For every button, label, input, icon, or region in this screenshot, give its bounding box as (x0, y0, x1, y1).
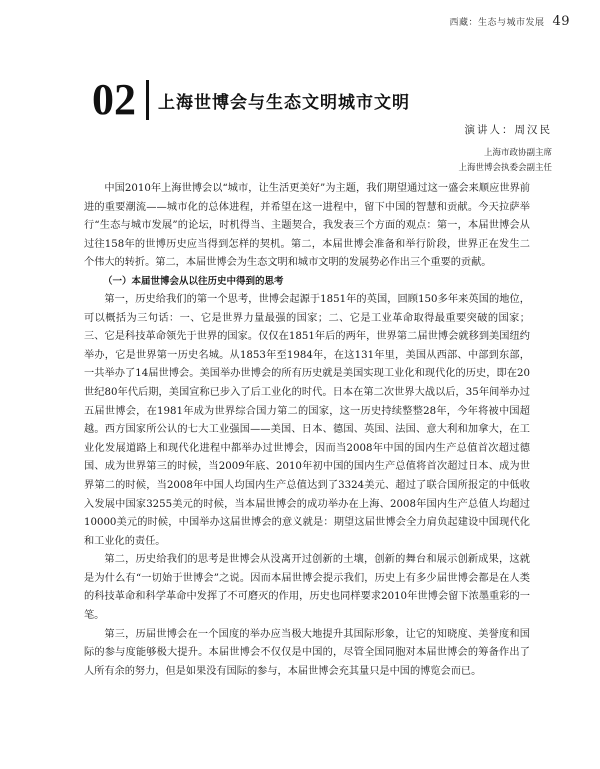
speaker-role: 上海市政协副主席 (483, 148, 552, 158)
chapter-title: 上海世博会与生态文明城市文明 (158, 92, 410, 113)
chapter-number: 02 (92, 75, 136, 124)
body-paragraph: 第二，历史给我们的思考是世博会从没离开过创新的土壤，创新的舞台和展示创新成果，这就是为什么有“一切始于世博会”之说。因而本届世博会提示我们，历史上有多少届世博会都是在人类的科技革命和科学革命中发挥了不可磨灭的作用，历史也同样要求2010年世博会留下浓墨重彩的一笔。 (84, 554, 530, 622)
running-head-section: 西藏：生态与城市发展 (449, 18, 545, 28)
article-body (84, 180, 530, 681)
chapter-heading (92, 75, 410, 124)
intro-paragraph: 中国2010年上海世博会以“城市，让生活更美好”为主题，我们期望通过这一盛会来顺应世界前进的重要潮流——城市化的总体进程，并希望在这一进程中，留下中国的智慧和贡献。今天拉萨举行“生态与城市发展”的论坛，时机得当、主题契合，我发表三个方面的观点：第一，本届世博会从过往158年的世博历史应当得到怎样的契机。第二，本届世博会准备和举行阶段，世界正在发生二个伟大的转折。第二，本届世博会为生态文明和城市文明的发展势必作出三个重要的贡献。 (84, 183, 530, 269)
chapter-divider (146, 80, 149, 120)
speaker-role: 上海世博会执委会副主任 (458, 163, 552, 173)
byline (458, 122, 552, 176)
body-paragraph: 第三，历届世博会在一个国度的举办应当极大地提升其国际形象，让它的知晓度、美誉度和国际的参与度能够极大提升。本届世博会不仅仅是中国的，尽管全国同胞对本届世博会的筹备作出了人所有余的努力，但是如果没有国际的参与，本届世博会充其量只是中国的博览会而已。 (84, 628, 530, 677)
page-number: 49 (552, 14, 570, 29)
running-head (449, 14, 570, 29)
section-heading: （一）本届世博会从以往历史中得到的思考 (103, 275, 284, 287)
body-paragraph: 第一，历史给我们的第一个思考，世博会起源于1851年的英国，回顾150多年来英国的地位，可以概括为三句话：一、它是世界力量最强的国家；二、它是工业革命取得最重要突破的国家；三、它是科技革命领先于世界的国家。仅仅在1851年后的两年，世界第二届世博会就移到美国纽约举办，它是世界第一历史名城。从1853年至1984年，在这131年里，美国从西部、中部到东部，一共举办了14届世博会。美国举办世博会的所有历史就是美国实现工业化和现代化的历史，即在20世纪80年代后期，美国宣称已步入了后工业化的时代。日本在第二次世界大战以后，35年间举办过五届世博会，在1981年成为世界综合国力第二的国家，这一历史持续整整28年，今年将被中国超越。西方国家所公认的七大工业强国——美国、日本、德国、英国、法国、意大利和加拿大，在工业化发展道路上和现代化进程中都举办过世博会，因而当2008年中国的国内生产总值首次超过德国、成为世界第三的时候，当2009年底、2010年初中国的国内生产总值将首次超过日本、成为世界第二的时候，当2008年中国人均国内生产总值达到了3324美元、超过了联合国所报定的中低收入发展中国家3255美元的时候，当本届世博会的成功举办在上海、2008年国内生产总值人均超过10000美元的时候，中国举办这届世博会的意义就是：期望这届世博会全力肩负起建设中国现代化和工业化的责任。 (84, 293, 530, 547)
speaker: 演讲人：周汉民 (464, 124, 552, 136)
